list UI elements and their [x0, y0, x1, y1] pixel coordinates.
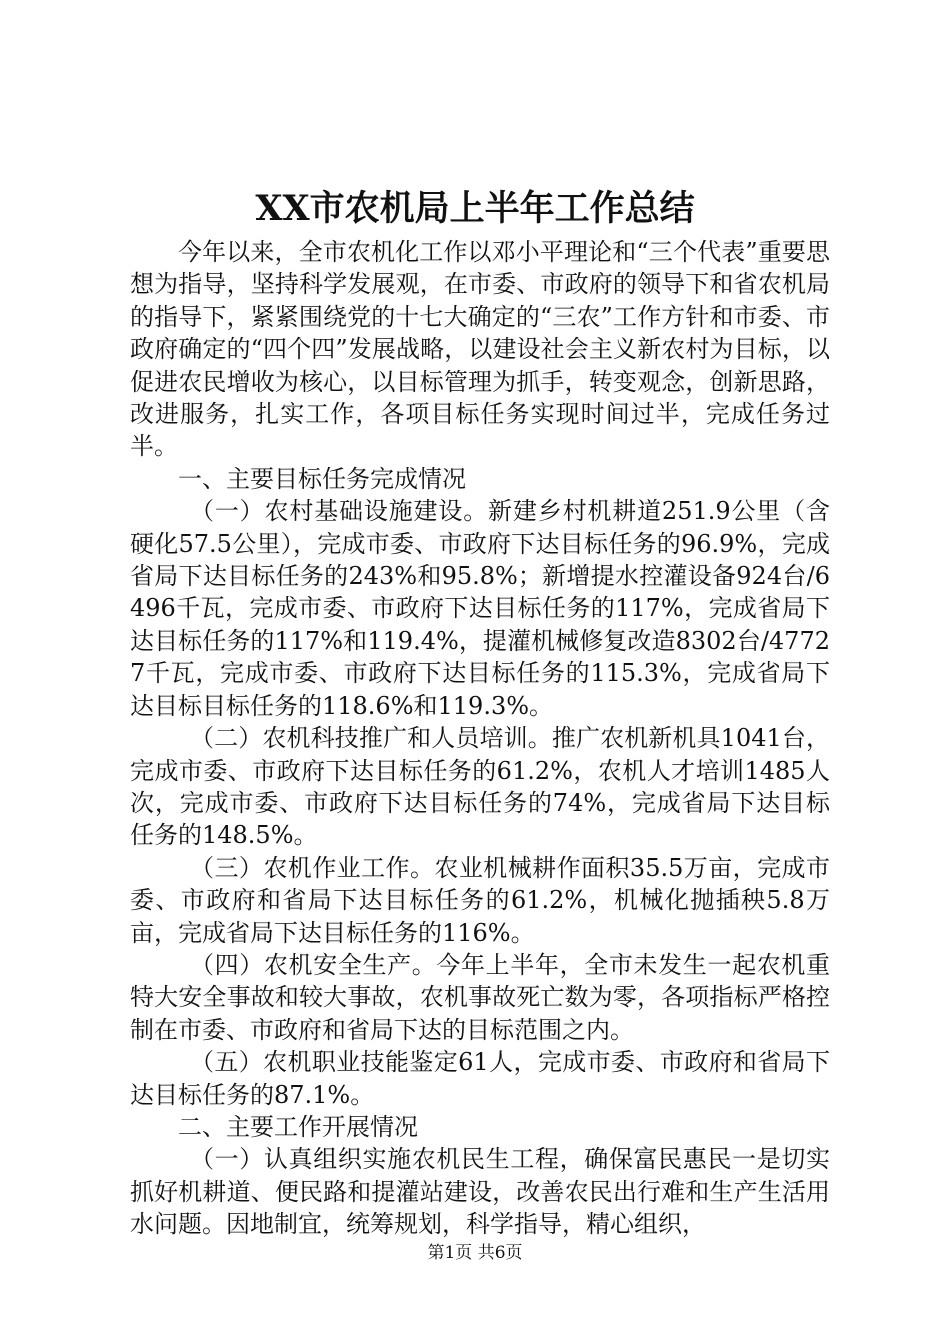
- document-body: [130, 236, 830, 1241]
- paragraph-livelihood-project: （一）认真组织实施农机民生工程，确保富民惠民一是切实抓好机耕道、便民路和提灌站建设，改善农民出行难和生产生活用水问题。因地制宜，统筹规划，科学指导，精心组织，: [130, 1145, 830, 1239]
- section-heading-1: 一、主要目标任务完成情况: [178, 464, 466, 493]
- paragraph-operations: （三）农机作业工作。农业机械耕作面积35.5万亩，完成市委、市政府和省局下达目标任务的61.2%，机械化抛插秧5.8万亩，完成省局下达目标任务的116%。: [130, 853, 830, 947]
- page-title: XX市农机局上半年工作总结: [255, 188, 695, 229]
- paragraph-tech-promotion: （二）农机科技推广和人员培训。推广农机新机具1041台，完成市委、市政府下达目标任务的61.2%，农机人才培训1485人次，完成市委、市政府下达目标任务的74%，完成省局下达目标任务的148.5%。: [130, 724, 830, 850]
- paragraph-skills-appraisal: （五）农机职业技能鉴定61人，完成市委、市政府和省局下达目标任务的87.1%。: [130, 1048, 830, 1109]
- paragraph-safety: （四）农机安全生产。今年上半年，全市未发生一起农机重特大安全事故和较大事故，农机事故死亡数为零，各项指标严格控制在市委、市政府和省局下达的目标范围之内。: [130, 950, 830, 1044]
- intro-paragraph: 今年以来，全市农机化工作以邓小平理论和“三个代表”重要思想为指导，坚持科学发展观，在市委、市政府的领导下和省农机局的指导下，紧紧围绕党的十七大确定的“三农”工作方针和市委、市政府确定的“四个四”发展战略，以建设社会主义新农村为目标，以促进农民增收为核心，以目标管理为抓手，转变观念，创新思路，改进服务，扎实工作，各项目标任务实现时间过半，完成任务过半。: [130, 238, 830, 461]
- page-footer: 第1页 共6页: [427, 1243, 523, 1263]
- paragraph-infrastructure: （一）农村基础设施建设。新建乡村机耕道251.9公里（含硬化57.5公里），完成市委、市政府下达目标任务的96.9%，完成省局下达目标任务的243%和95.8%；新增提水控灌设备924台/6496千瓦，完成市委、市政府下达目标任务的117%，完成省局下达目标任务的117%和119.4%，提灌机械修复改造8302台/47727千瓦，完成市委、市政府下达目标任务的115.3%，完成省局下达目标目标任务的118.6%和119.3%。: [130, 497, 830, 720]
- section-heading-2: 二、主要工作开展情况: [178, 1112, 418, 1141]
